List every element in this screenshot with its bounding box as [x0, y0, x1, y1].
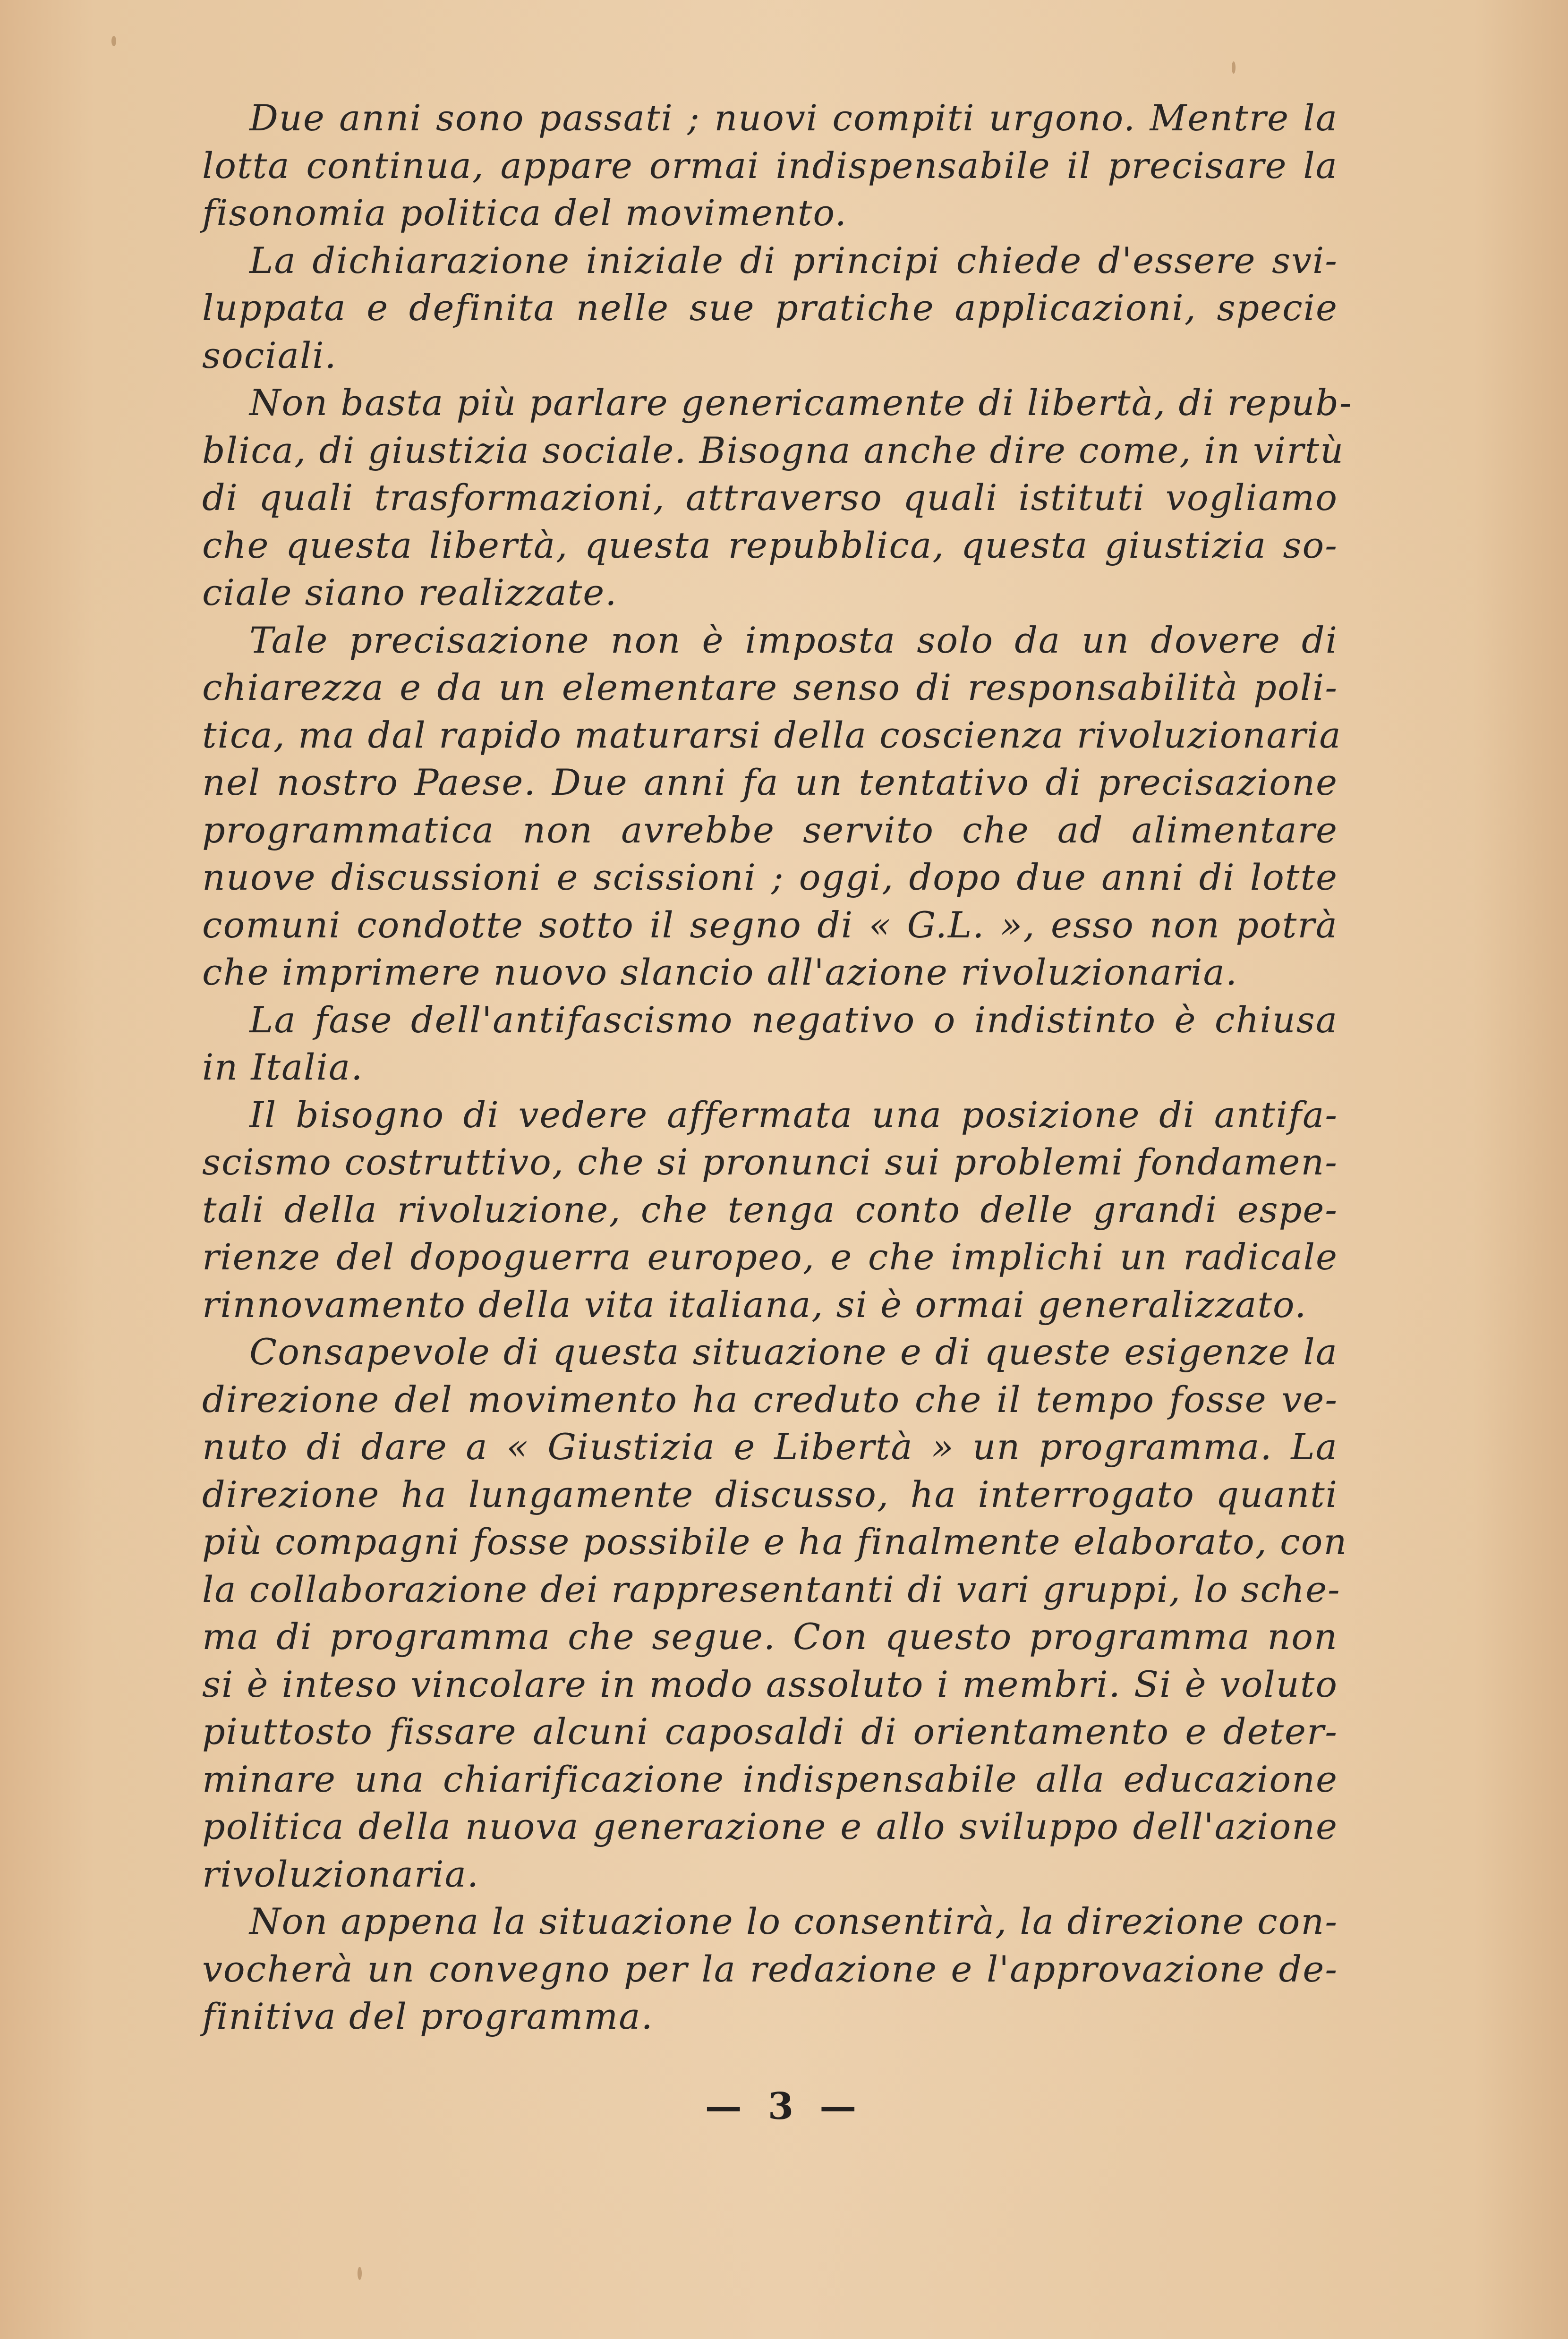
paragraph-line: lotta continua, appare ormai indispensabile il precisare la	[202, 144, 1338, 187]
paragraph-first-line: Tale precisazione non è imposta solo da un dovere di	[249, 619, 1338, 661]
paragraph-line: direzione del movimento ha creduto che il tempo fosse ve-	[202, 1378, 1338, 1420]
paragraph-first-line: Consapevole di questa situazione e di queste esigenze la	[249, 1331, 1338, 1373]
paragraph-line: vocherà un convegno per la redazione e l'approvazione de-	[202, 1948, 1338, 1990]
paper-stain	[358, 2267, 362, 2280]
paragraph-line: rivoluzionaria.	[202, 1853, 480, 1895]
paragraph-line: programmatica non avrebbe servito che ad alimentare	[202, 808, 1338, 851]
paragraph-line: in Italia.	[202, 1046, 364, 1088]
paragraph-line: comuni condotte sotto il segno di « G.L. », esso non potrà	[202, 903, 1338, 946]
paragraph-first-line: La dichiarazione iniziale di principi chiede d'essere svi-	[249, 239, 1338, 281]
paragraph-line: nel nostro Paese. Due anni fa un tentativo di precisazione	[202, 761, 1338, 803]
paragraph-line: piuttosto fissare alcuni caposaldi di orientamento e deter-	[202, 1710, 1338, 1752]
paragraph-line: tica, ma dal rapido maturarsi della coscienza rivoluzionaria	[202, 714, 1342, 756]
paragraph-line: tali della rivoluzione, che tenga conto delle grandi espe-	[202, 1188, 1338, 1231]
paragraph-line: si è inteso vincolare in modo assoluto i membri. Si è voluto	[202, 1663, 1338, 1705]
paragraph-line: più compagni fosse possibile e ha finalmente elaborato, con	[202, 1521, 1348, 1563]
paragraph-first-line: Il bisogno di vedere affermata una posizione di antifa-	[249, 1093, 1338, 1136]
paragraph-line: direzione ha lungamente discusso, ha interrogato quanti	[202, 1473, 1338, 1515]
paragraph-line: luppata e definita nelle sue pratiche applicazioni, specie	[202, 287, 1338, 329]
paragraph-line: politica della nuova generazione e allo sviluppo dell'azione	[202, 1805, 1338, 1847]
paragraph-line: finitiva del programma.	[202, 1995, 654, 2037]
paragraph-line: la collaborazione dei rappresentanti di vari gruppi, lo sche-	[202, 1568, 1341, 1610]
paragraph-first-line: Non appena la situazione lo consentirà, la direzione con-	[249, 1900, 1338, 1942]
paragraph-line: scismo costruttivo, che si pronunci sui problemi fondamen-	[202, 1141, 1338, 1183]
paragraph-line: ciale siano realizzate.	[202, 571, 618, 613]
page-number: — 3 —	[705, 2085, 863, 2128]
paragraph-line: blica, di giustizia sociale. Bisogna anche dire come, in virtù	[202, 429, 1345, 471]
paragraph-first-line: Due anni sono passati ; nuovi compiti urgono. Mentre la	[249, 97, 1338, 139]
paragraph-line: nuto di dare a « Giustizia e Libertà » un programma. La	[202, 1426, 1338, 1468]
paragraph-line: chiarezza e da un elementare senso di responsabilità poli-	[202, 666, 1338, 708]
paragraph-line: rienze del dopoguerra europeo, e che implichi un radicale	[202, 1236, 1338, 1278]
paragraph-first-line: La fase dell'antifascismo negativo o indistinto è chiusa	[249, 998, 1338, 1041]
paragraph-line: che questa libertà, questa repubblica, questa giustizia so-	[202, 524, 1338, 566]
paper-stain	[1232, 61, 1236, 74]
paragraph-line: rinnovamento della vita italiana, si è ormai generalizzato.	[202, 1283, 1307, 1326]
paragraph-line: fisonomia politica del movimento.	[202, 192, 847, 234]
paragraph-line: sociali.	[202, 334, 337, 376]
body-text	[202, 94, 1353, 2041]
paragraph-line: minare una chiarificazione indispensabile alla educazione	[202, 1758, 1338, 1800]
paragraph-line: ma di programma che segue. Con questo programma non	[202, 1616, 1338, 1658]
paragraph-line: nuove discussioni e scissioni ; oggi, dopo due anni di lotte	[202, 856, 1338, 898]
paper-stain	[111, 36, 116, 46]
paragraph-line: che imprimere nuovo slancio all'azione rivoluzionaria.	[202, 951, 1238, 993]
paragraph-first-line: Non basta più parlare genericamente di libertà, di repub-	[249, 382, 1353, 424]
paragraph-line: di quali trasformazioni, attraverso quali istituti vogliamo	[202, 476, 1338, 519]
